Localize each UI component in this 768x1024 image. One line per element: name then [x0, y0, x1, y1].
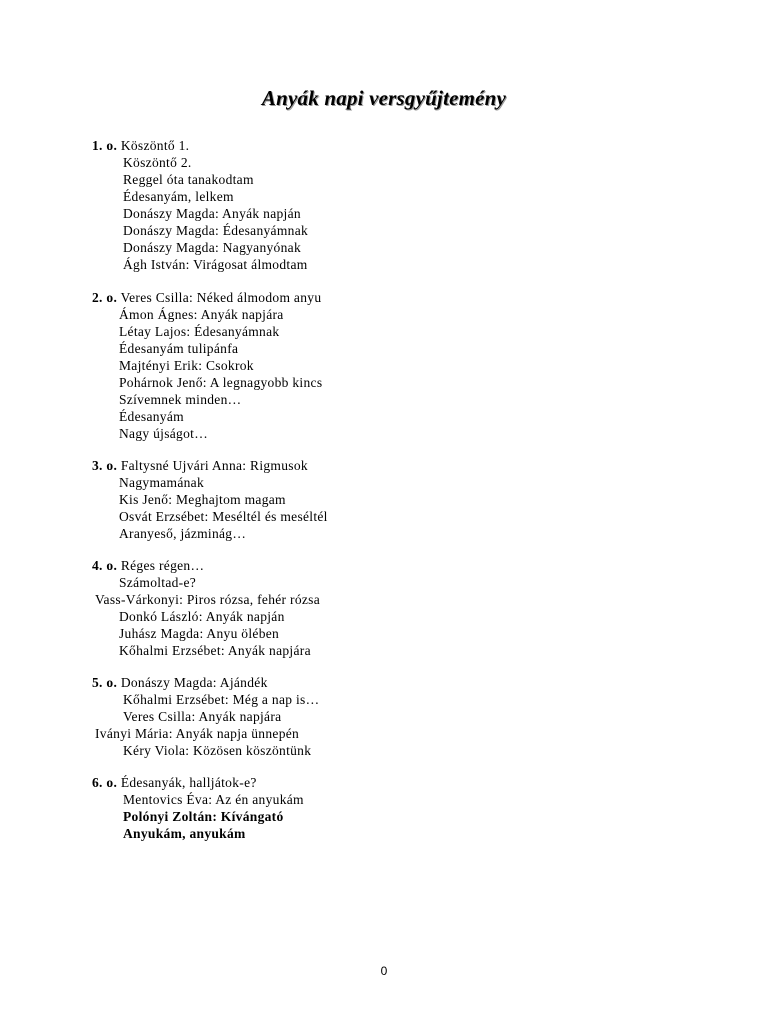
poem-entry: Polónyi Zoltán: Kívángató: [123, 809, 284, 824]
poem-entry: Létay Lajos: Édesanyámnak: [119, 324, 280, 339]
grade-label: 6. o.: [92, 775, 118, 790]
grade-label: 2. o.: [92, 290, 118, 305]
section-first-line: [92, 137, 189, 154]
page-title: Anyák napi versgyűjtemény: [261, 86, 507, 110]
section-first-line: [92, 774, 257, 791]
section-first-line: [92, 457, 308, 474]
poem-entry: Pohárnok Jenő: A legnagyobb kincs: [119, 375, 323, 390]
poem-entry: Donkó László: Anyák napján: [119, 609, 285, 624]
grade-label: 5. o.: [92, 675, 118, 690]
poem-entry: Mentovics Éva: Az én anyukám: [123, 792, 304, 807]
page-number: 0: [380, 964, 388, 978]
grade-label: 1. o.: [92, 138, 118, 153]
poem-entry: Édesanyám tulipánfa: [119, 341, 239, 356]
section-first-line: [92, 674, 268, 691]
poem-entry: Kőhalmi Erzsébet: Anyák napjára: [119, 643, 311, 658]
poem-entry: Aranyeső, jázminág…: [119, 526, 247, 541]
poem-entry: Édesanyám, lelkem: [123, 189, 234, 204]
poem-entry: Szívemnek minden…: [119, 392, 242, 407]
poem-entry: Kéry Viola: Közösen köszöntünk: [123, 743, 312, 758]
poem-entry: Édesanyám: [119, 409, 184, 424]
poem-entry: Anyukám, anyukám: [123, 826, 246, 841]
poem-entry: Réges régen…: [120, 558, 205, 573]
poem-entry: Faltysné Ujvári Anna: Rigmusok: [120, 458, 308, 473]
poem-entry: Majtényi Erik: Csokrok: [119, 358, 254, 373]
poem-entry: Kőhalmi Erzsébet: Még a nap is…: [123, 692, 320, 707]
poem-entry: Donászy Magda: Ajándék: [120, 675, 268, 690]
poem-entry: Donászy Magda: Édesanyámnak: [123, 223, 309, 238]
poem-entry: Nagy újságot…: [119, 426, 209, 441]
poem-entry: Kis Jenő: Meghajtom magam: [119, 492, 286, 507]
poem-entry: Vass-Várkonyi: Piros rózsa, fehér rózsa: [95, 592, 321, 607]
poem-entry: Juhász Magda: Anyu ölében: [119, 626, 280, 641]
poem-entry: Köszöntő 2.: [123, 155, 192, 170]
section-first-line: [92, 289, 321, 306]
section-first-line: [92, 557, 204, 574]
poem-entry: Iványi Mária: Anyák napja ünnepén: [95, 726, 300, 741]
poem-entry: Számoltad-e?: [119, 575, 197, 590]
poem-entry: Reggel óta tanakodtam: [123, 172, 254, 187]
poem-entry: Köszöntő 1.: [120, 138, 190, 153]
poem-entry: Ágh István: Virágosat álmodtam: [123, 257, 308, 272]
poem-entry: Veres Csilla: Anyák napjára: [123, 709, 282, 724]
poem-entry: Osvát Erzsébet: Meséltél és meséltél: [119, 509, 328, 524]
poem-entry: Nagymamának: [119, 475, 205, 490]
grade-label: 4. o.: [92, 558, 118, 573]
poem-entry: Donászy Magda: Nagyanyónak: [123, 240, 301, 255]
poem-entry: Donászy Magda: Anyák napján: [123, 206, 301, 221]
poem-entry: Édesanyák, halljátok-e?: [120, 775, 257, 790]
grade-label: 3. o.: [92, 458, 118, 473]
poem-entry: Ámon Ágnes: Anyák napjára: [119, 307, 284, 322]
poem-entry: Veres Csilla: Néked álmodom anyu: [120, 290, 322, 305]
